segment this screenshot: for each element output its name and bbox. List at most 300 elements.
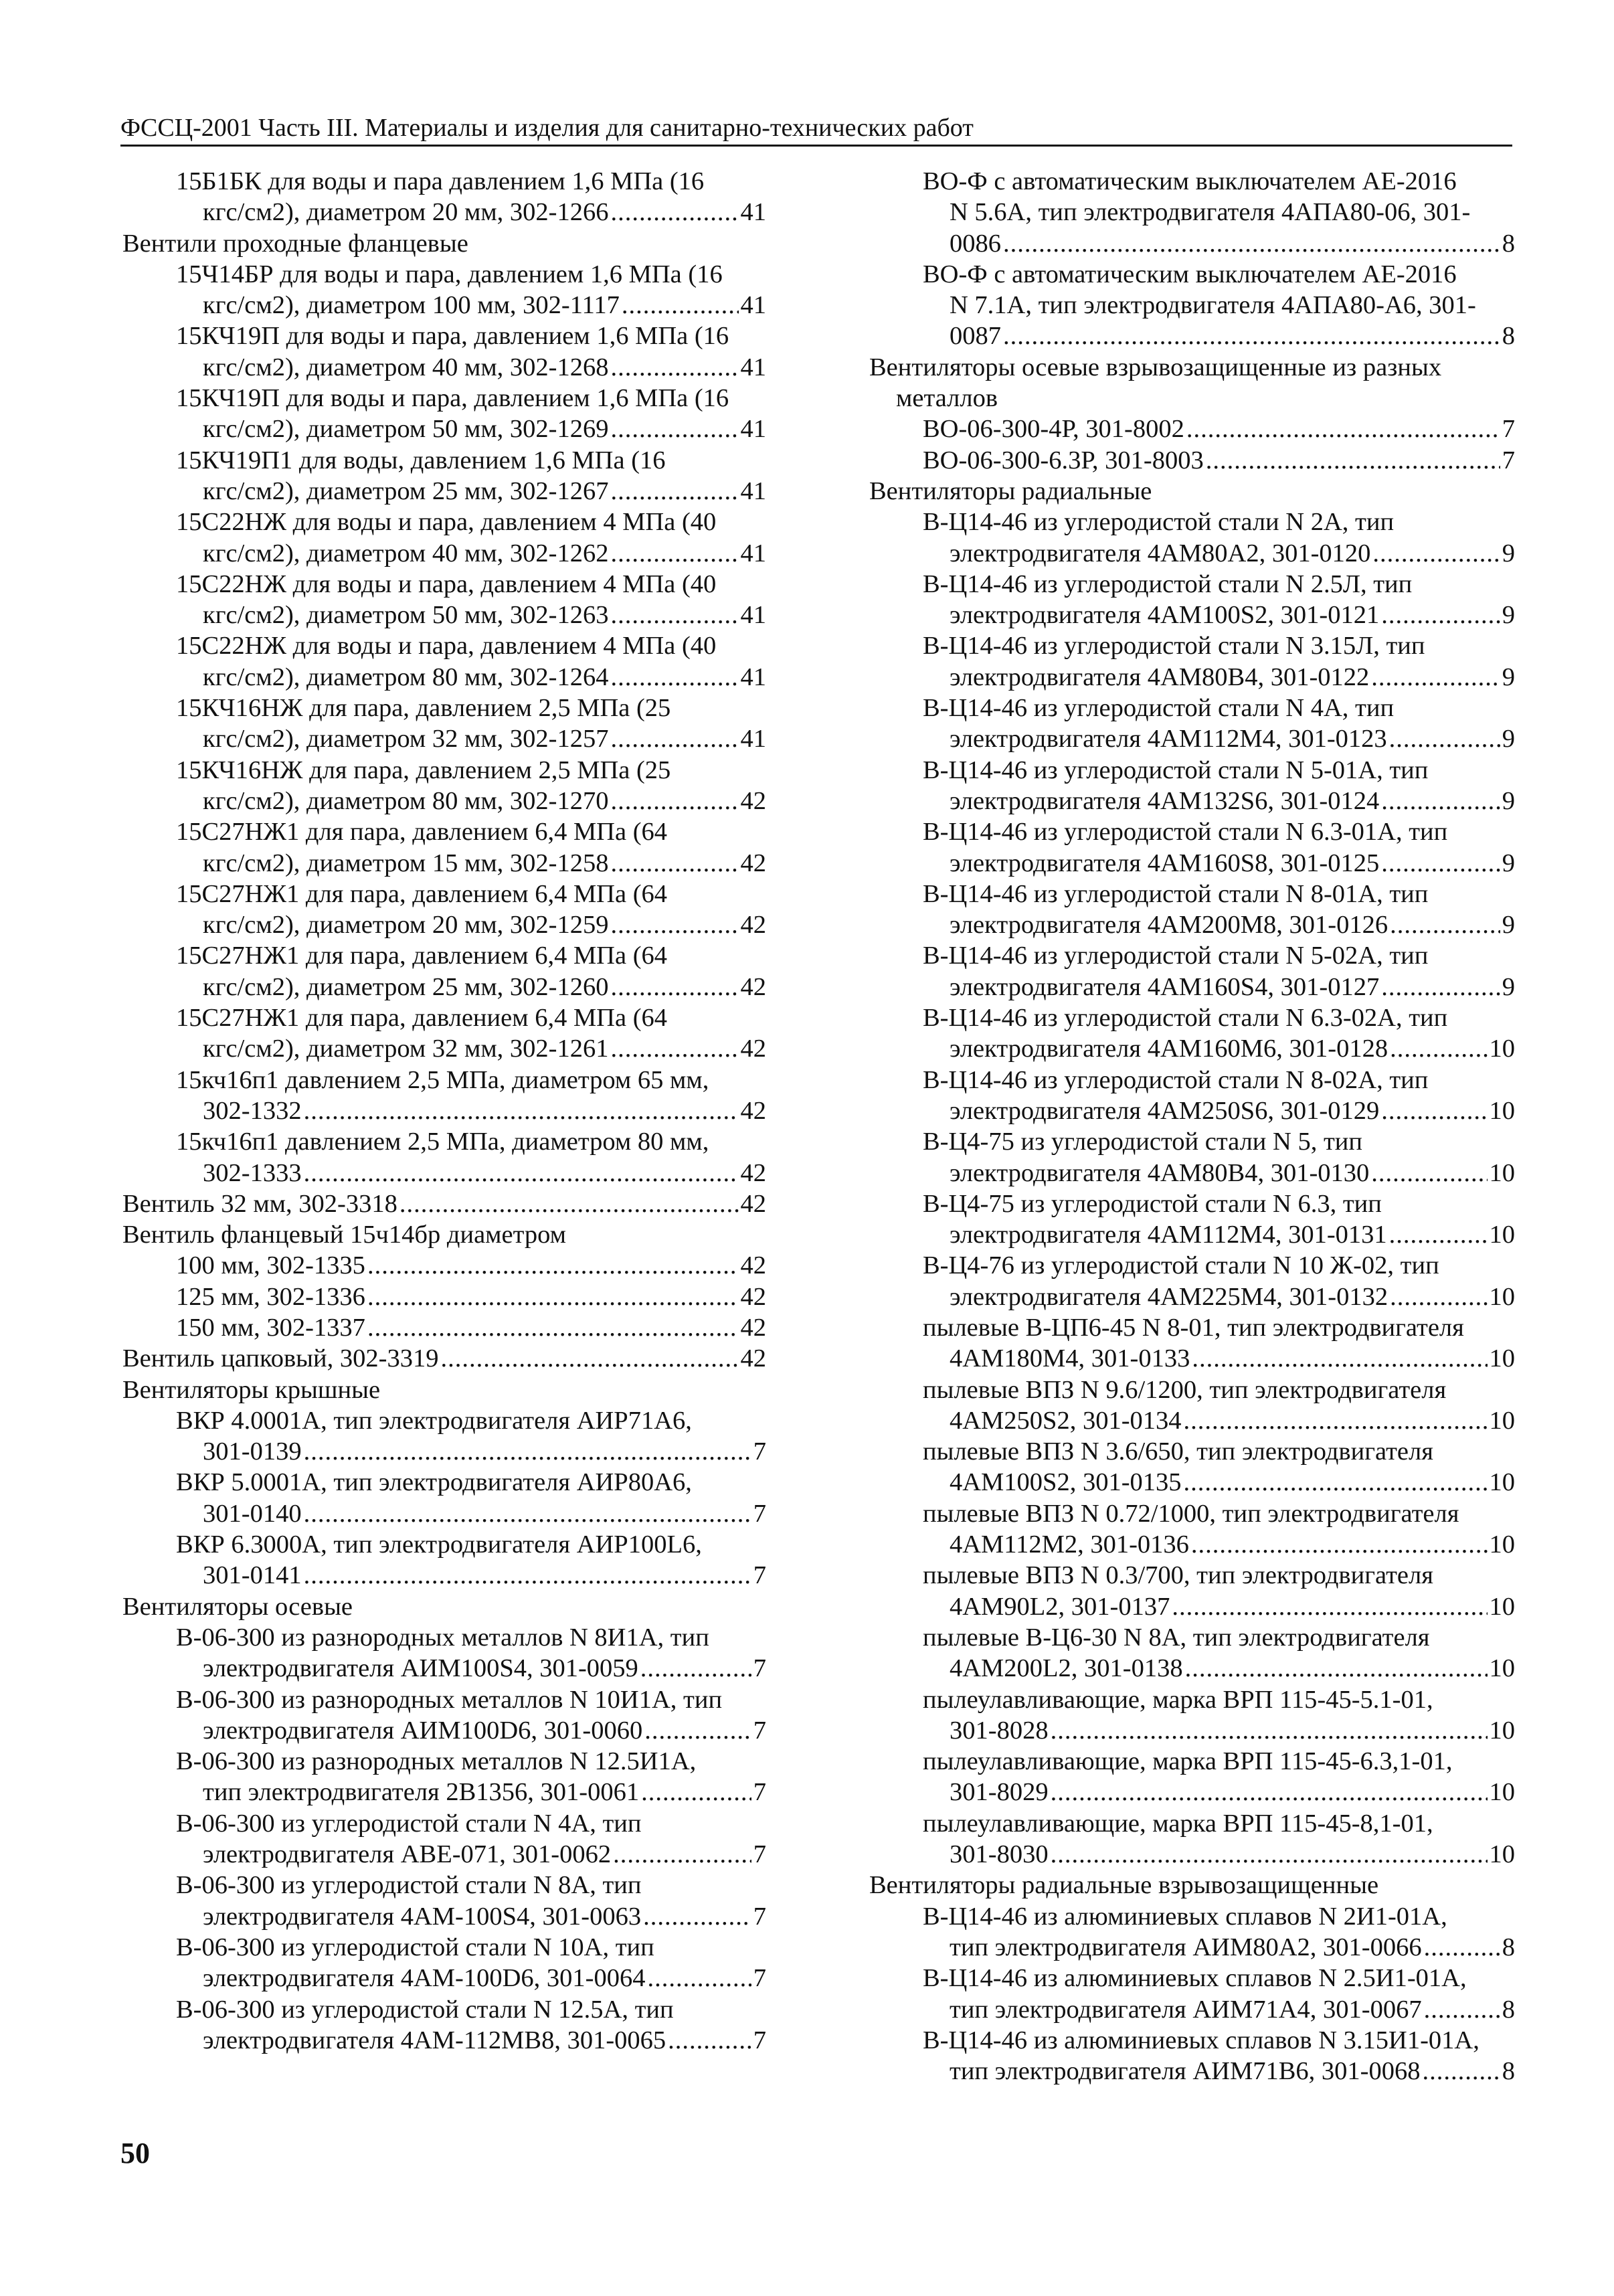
entry-page-ref: 41 bbox=[740, 415, 766, 444]
index-line: 15С27НЖ1 для пара, давлением 6,4 МПа (64 bbox=[176, 879, 668, 908]
index-line bbox=[869, 909, 1515, 940]
dot-leader bbox=[304, 1498, 751, 1529]
index-entry bbox=[869, 1312, 1515, 1375]
index-entry bbox=[869, 166, 1515, 259]
entry-page-ref: 9 bbox=[1502, 786, 1515, 815]
entry-text: электродвигателя 4АМ100S2, 301-0121 bbox=[950, 601, 1380, 630]
entry-text: 301-0139 bbox=[203, 1437, 302, 1466]
dot-leader bbox=[644, 1715, 751, 1746]
entry-page-ref: 10 bbox=[1489, 1221, 1515, 1249]
index-entry bbox=[122, 940, 766, 1002]
entry-page-ref: 7 bbox=[753, 1778, 766, 1807]
dot-leader bbox=[1424, 1994, 1500, 2025]
entry-text: ВО-06-300-4Р, 301-8002 bbox=[923, 415, 1184, 444]
entry-page-ref: 42 bbox=[740, 972, 766, 1001]
index-entry bbox=[122, 1467, 766, 1529]
entry-page-ref: 41 bbox=[740, 198, 766, 227]
index-entry bbox=[869, 1436, 1515, 1498]
index-entry bbox=[122, 1065, 766, 1127]
entry-text: кгс/см2), диаметром 80 мм, 302-1270 bbox=[203, 786, 609, 815]
index-line bbox=[122, 1188, 766, 1219]
index-line bbox=[122, 909, 766, 940]
dot-leader bbox=[611, 723, 739, 754]
dot-leader bbox=[1051, 1715, 1488, 1746]
entry-text: электродвигателя 4АМ112М4, 301-0123 bbox=[950, 725, 1387, 754]
entry-page-ref: 9 bbox=[1502, 911, 1515, 940]
entry-page-ref: 10 bbox=[1489, 1592, 1515, 1621]
entry-text: 301-8030 bbox=[950, 1840, 1049, 1869]
index-line: В-Ц14-46 из углеродистой стали N 5-01А, тип bbox=[923, 756, 1429, 784]
page-number: 50 bbox=[120, 2137, 150, 2170]
entry-page-ref: 42 bbox=[740, 1035, 766, 1063]
index-entry bbox=[869, 879, 1515, 941]
index-entry bbox=[869, 414, 1515, 444]
dot-leader bbox=[611, 476, 739, 507]
index-line bbox=[869, 1282, 1515, 1312]
index-entry bbox=[122, 1994, 766, 2056]
index-line: Вентили проходные фланцевые bbox=[122, 229, 468, 258]
index-entry bbox=[869, 1065, 1515, 1127]
dot-leader bbox=[668, 2025, 751, 2056]
entry-text: 4АМ100S2, 301-0135 bbox=[950, 1468, 1182, 1497]
entry-page-ref: 10 bbox=[1489, 1654, 1515, 1683]
entry-page-ref: 41 bbox=[740, 291, 766, 320]
entry-text: 301-0140 bbox=[203, 1499, 302, 1528]
index-line: Вентиляторы радиальные взрывозащищенные bbox=[869, 1871, 1379, 1900]
dot-leader bbox=[1381, 1095, 1487, 1126]
index-line: В-06-300 из разнородных металлов N 10И1А, тип bbox=[176, 1685, 723, 1714]
index-line: В-Ц14-46 из алюминиевых сплавов N 2.5И1-01А, bbox=[923, 1964, 1467, 1993]
entry-page-ref: 10 bbox=[1489, 1716, 1515, 1745]
entry-page-ref: 7 bbox=[753, 1654, 766, 1683]
index-entry bbox=[122, 166, 766, 228]
entry-text: электродвигателя 4АМ-112МВ8, 301-0065 bbox=[203, 2026, 666, 2054]
index-line bbox=[869, 1777, 1515, 1807]
index-line bbox=[869, 228, 1515, 259]
index-line: В-06-300 из углеродистой стали N 10А, тип bbox=[176, 1933, 654, 1961]
entry-text: тип электродвигателя 2В1356, 301-0061 bbox=[203, 1778, 640, 1807]
dot-leader bbox=[440, 1343, 738, 1374]
index-line: 15КЧ16НЖ для пара, давлением 2,5 МПа (25 bbox=[176, 694, 671, 723]
entry-page-ref: 41 bbox=[740, 601, 766, 630]
index-entry bbox=[869, 1684, 1515, 1747]
index-entry bbox=[869, 940, 1515, 1002]
dot-leader bbox=[399, 1188, 739, 1219]
index-entry bbox=[869, 1560, 1515, 1622]
index-line: В-Ц14-46 из углеродистой стали N 2.5Л, тип bbox=[923, 569, 1413, 598]
entry-page-ref: 42 bbox=[740, 1282, 766, 1311]
index-entry bbox=[122, 1126, 766, 1188]
entry-text: электродвигателя 4АМ225М4, 301-0132 bbox=[950, 1282, 1388, 1311]
entry-page-ref: 8 bbox=[1502, 322, 1515, 351]
index-line bbox=[122, 1777, 766, 1807]
entry-text: 4АМ250S2, 301-0134 bbox=[950, 1406, 1182, 1435]
entry-text: 150 мм, 302-1337 bbox=[176, 1313, 365, 1342]
index-line bbox=[122, 723, 766, 754]
index-line bbox=[122, 662, 766, 693]
entry-text: 4АМ90L2, 301-0137 bbox=[950, 1592, 1170, 1621]
index-line: В-Ц14-46 из углеродистой стали N 8-01А, тип bbox=[923, 879, 1429, 908]
dot-leader bbox=[1003, 321, 1500, 351]
index-line: пылеулавливающие, марка ВРП 115-45-5.1-01, bbox=[923, 1685, 1433, 1714]
dot-leader bbox=[1390, 1282, 1487, 1312]
dot-leader bbox=[304, 1095, 739, 1126]
index-line: 15С27НЖ1 для пара, давлением 6,4 МПа (64 bbox=[176, 1004, 668, 1033]
index-entry bbox=[869, 569, 1515, 631]
index-line: В-Ц14-46 из углеродистой стали N 6.3-02А, тип bbox=[923, 1004, 1448, 1033]
dot-leader bbox=[1051, 1839, 1488, 1870]
dot-leader bbox=[304, 1158, 739, 1188]
index-line bbox=[869, 2056, 1515, 2087]
index-entry bbox=[122, 1684, 766, 1747]
index-heading bbox=[122, 228, 766, 259]
index-entry bbox=[869, 1901, 1515, 1963]
entry-text: 4АМ180М4, 301-0133 bbox=[950, 1344, 1190, 1373]
index-line: 15кч16п1 давлением 2,5 МПа, диаметром 65 мм, bbox=[176, 1065, 709, 1094]
entry-text: электродвигателя АИМ100S4, 301-0059 bbox=[203, 1654, 638, 1683]
index-line: В-Ц14-46 из алюминиевых сплавов N 3.15И1-01А, bbox=[923, 2026, 1480, 2054]
index-line bbox=[869, 786, 1515, 816]
index-line: Вентиляторы осевые взрывозащищенные из разных bbox=[869, 353, 1442, 381]
index-line bbox=[122, 414, 766, 444]
index-heading bbox=[122, 1343, 766, 1374]
index-heading bbox=[869, 476, 1515, 507]
entry-page-ref: 7 bbox=[753, 1964, 766, 1993]
index-line bbox=[869, 1994, 1515, 2025]
index-line: В-Ц14-46 из алюминиевых сплавов N 2И1-01А, bbox=[923, 1902, 1447, 1931]
index-line bbox=[869, 414, 1515, 444]
index-entry bbox=[869, 693, 1515, 755]
index-line bbox=[122, 600, 766, 630]
dot-leader bbox=[1381, 972, 1500, 1002]
index-entry bbox=[122, 445, 766, 507]
entry-text: 302-1332 bbox=[203, 1096, 302, 1125]
index-line bbox=[869, 723, 1515, 754]
dot-leader bbox=[611, 972, 739, 1002]
dot-leader bbox=[304, 1560, 751, 1591]
dot-leader bbox=[611, 197, 739, 228]
entry-page-ref: 7 bbox=[753, 1561, 766, 1590]
index-line: 15С22НЖ для воды и пара, давлением 4 МПа (40 bbox=[176, 508, 717, 537]
entry-text: кгс/см2), диаметром 15 мм, 302-1258 bbox=[203, 849, 609, 877]
index-line: 15Ч14БР для воды и пара, давлением 1,6 МПа (16 bbox=[176, 260, 723, 288]
dot-leader bbox=[611, 786, 739, 816]
index-entry bbox=[869, 445, 1515, 476]
index-entry bbox=[122, 693, 766, 755]
dot-leader bbox=[367, 1250, 739, 1281]
index-line bbox=[122, 290, 766, 321]
dot-leader bbox=[1390, 1033, 1487, 1064]
index-line bbox=[869, 538, 1515, 569]
index-line bbox=[869, 972, 1515, 1002]
entry-page-ref: 9 bbox=[1502, 539, 1515, 567]
entry-text: кгс/см2), диаметром 50 мм, 302-1269 bbox=[203, 415, 609, 444]
index-line: 15КЧ16НЖ для пара, давлением 2,5 МПа (25 bbox=[176, 756, 671, 784]
index-entry bbox=[122, 1870, 766, 1932]
index-line bbox=[122, 1250, 766, 1281]
entry-page-ref: 7 bbox=[753, 1716, 766, 1745]
entry-page-ref: 8 bbox=[1502, 1995, 1515, 2024]
index-line: 15Б1БК для воды и пара давлением 1,6 МПа (16 bbox=[176, 167, 705, 195]
entry-page-ref: 42 bbox=[740, 911, 766, 940]
entry-page-ref: 41 bbox=[740, 353, 766, 381]
dot-leader bbox=[611, 848, 739, 879]
page-header: ФССЦ-2001 Часть III. Материалы и изделия для санитарно-технических работ bbox=[120, 112, 1512, 147]
dot-leader bbox=[611, 352, 739, 383]
index-line bbox=[869, 1095, 1515, 1126]
index-line: 15КЧ19П1 для воды, давлением 1,6 МПа (16 bbox=[176, 446, 666, 474]
entry-text: кгс/см2), диаметром 80 мм, 302-1264 bbox=[203, 663, 609, 691]
entry-text: кгс/см2), диаметром 40 мм, 302-1262 bbox=[203, 539, 609, 567]
dot-leader bbox=[1390, 909, 1500, 940]
index-line: ВКР 4.0001А, тип электродвигателя АИР71А6, bbox=[176, 1406, 692, 1435]
entry-page-ref: 10 bbox=[1489, 1840, 1515, 1869]
index-line: 15С27НЖ1 для пара, давлением 6,4 МПа (64 bbox=[176, 818, 668, 847]
entry-text: кгс/см2), диаметром 32 мм, 302-1261 bbox=[203, 1035, 609, 1063]
index-entry bbox=[869, 259, 1515, 352]
index-line bbox=[122, 786, 766, 816]
index-line: 15кч16п1 давлением 2,5 МПа, диаметром 80 мм, bbox=[176, 1128, 709, 1156]
index-line: 15КЧ19П для воды и пара, давлением 1,6 МПа (16 bbox=[176, 384, 729, 413]
index-entry bbox=[869, 1808, 1515, 1870]
index-line bbox=[122, 1560, 766, 1591]
entry-page-ref: 8 bbox=[1502, 1933, 1515, 1961]
entry-page-ref: 42 bbox=[740, 849, 766, 877]
dot-leader bbox=[640, 1653, 751, 1684]
dot-leader bbox=[611, 909, 739, 940]
index-entry bbox=[869, 1250, 1515, 1312]
index-line: ВКР 5.0001А, тип электродвигателя АИР80А6, bbox=[176, 1468, 692, 1497]
dot-leader bbox=[1389, 1219, 1488, 1250]
entry-text: электродвигателя 4АМ-100D6, 301-0064 bbox=[203, 1964, 646, 1993]
index-line bbox=[122, 972, 766, 1002]
index-entry bbox=[122, 569, 766, 631]
index-entry bbox=[122, 1405, 766, 1468]
entry-text: электродвигателя 4АМ200М8, 301-0126 bbox=[950, 911, 1388, 940]
index-line bbox=[122, 2025, 766, 2056]
index-entry bbox=[869, 1126, 1515, 1188]
index-line: 15С22НЖ для воды и пара, давлением 4 МПа (40 bbox=[176, 569, 717, 598]
entry-text: кгс/см2), диаметром 40 мм, 302-1268 bbox=[203, 353, 609, 381]
index-entry bbox=[869, 630, 1515, 693]
index-line bbox=[122, 538, 766, 569]
index-entry bbox=[122, 321, 766, 383]
dot-leader bbox=[1371, 1158, 1487, 1188]
index-line bbox=[869, 1839, 1515, 1870]
dot-leader bbox=[1381, 786, 1500, 816]
index-line: металлов bbox=[896, 384, 998, 413]
index-entry bbox=[122, 1622, 766, 1684]
index-line: Вентиляторы радиальные bbox=[869, 476, 1152, 505]
dot-leader bbox=[1186, 414, 1500, 444]
dot-leader bbox=[1206, 445, 1500, 476]
index-line bbox=[122, 1033, 766, 1064]
entry-page-ref: 10 bbox=[1489, 1530, 1515, 1559]
entry-page-ref: 7 bbox=[753, 1499, 766, 1528]
index-line bbox=[122, 1839, 766, 1870]
index-entry bbox=[122, 879, 766, 941]
entry-text: электродвигателя 4АМ80А2, 301-0120 bbox=[950, 539, 1371, 567]
index-line: пылевые ВПЗ N 9.6/1200, тип электродвигателя bbox=[923, 1375, 1447, 1404]
index-line bbox=[869, 1932, 1515, 1963]
index-line: пылеулавливающие, марка ВРП 115-45-8,1-01, bbox=[923, 1809, 1433, 1838]
index-line: N 7.1А, тип электродвигателя 4АПА80-А6, 301- bbox=[950, 291, 1476, 320]
index-line bbox=[869, 848, 1515, 879]
entry-text: Вентиль 32 мм, 302-3318 bbox=[122, 1189, 397, 1218]
index-line bbox=[122, 1498, 766, 1529]
entry-text: электродвигателя 4АМ-100S4, 301-0063 bbox=[203, 1902, 642, 1931]
entry-text: кгс/см2), диаметром 25 мм, 302-1267 bbox=[203, 476, 609, 505]
entry-page-ref: 9 bbox=[1502, 849, 1515, 877]
index-line bbox=[869, 1591, 1515, 1622]
index-line: В-Ц14-46 из углеродистой стали N 6.3-01А, тип bbox=[923, 818, 1448, 847]
index-entry bbox=[869, 1622, 1515, 1684]
index-line bbox=[869, 600, 1515, 630]
index-entry bbox=[122, 1808, 766, 1870]
entry-page-ref: 9 bbox=[1502, 663, 1515, 691]
index-line bbox=[869, 445, 1515, 476]
dot-leader bbox=[1003, 228, 1500, 259]
entry-text: ВО-06-300-6.3Р, 301-8003 bbox=[923, 446, 1204, 474]
entry-page-ref: 10 bbox=[1489, 1468, 1515, 1497]
index-column-right bbox=[869, 166, 1515, 2087]
dot-leader bbox=[1051, 1777, 1488, 1807]
entry-page-ref: 42 bbox=[740, 1158, 766, 1187]
index-entry bbox=[122, 1250, 766, 1281]
dot-leader bbox=[1381, 600, 1500, 630]
dot-leader bbox=[611, 414, 739, 444]
dot-leader bbox=[641, 1777, 751, 1807]
entry-text: 100 мм, 302-1335 bbox=[176, 1251, 365, 1280]
dot-leader bbox=[1191, 1529, 1488, 1560]
index-line: В-Ц14-46 из углеродистой стали N 3.15Л, тип bbox=[923, 632, 1425, 660]
index-line: пылеулавливающие, марка ВРП 115-45-6.3,1-01, bbox=[923, 1747, 1453, 1776]
dot-leader bbox=[1372, 538, 1500, 569]
dot-leader bbox=[1184, 1405, 1488, 1436]
index-line bbox=[869, 662, 1515, 693]
entry-text: 4АМ200L2, 301-0138 bbox=[950, 1654, 1183, 1683]
index-entry bbox=[122, 1312, 766, 1343]
index-line bbox=[122, 1715, 766, 1746]
index-entry bbox=[869, 2025, 1515, 2087]
dot-leader bbox=[611, 662, 739, 693]
dot-leader bbox=[1389, 723, 1500, 754]
index-line bbox=[869, 1653, 1515, 1684]
dot-leader bbox=[643, 1901, 751, 1932]
index-entry bbox=[869, 755, 1515, 817]
index-line: 15КЧ19П для воды и пара, давлением 1,6 МПа (16 bbox=[176, 322, 729, 351]
entry-page-ref: 42 bbox=[740, 1251, 766, 1280]
index-entry bbox=[122, 816, 766, 879]
index-entry bbox=[122, 1746, 766, 1808]
index-line: В-06-300 из углеродистой стали N 4А, тип bbox=[176, 1809, 642, 1838]
index-line bbox=[122, 1963, 766, 1994]
entry-text: электродвигателя 4АМ160М6, 301-0128 bbox=[950, 1035, 1388, 1063]
index-line: В-Ц4-75 из углеродистой стали N 6.3, тип bbox=[923, 1189, 1382, 1218]
index-line: В-06-300 из разнородных металлов N 8И1А, тип bbox=[176, 1623, 709, 1652]
index-entry bbox=[122, 1002, 766, 1065]
dot-leader bbox=[1381, 848, 1500, 879]
index-line: ВО-Ф с автоматическим выключателем АЕ-2016 bbox=[923, 167, 1457, 195]
entry-page-ref: 42 bbox=[740, 1096, 766, 1125]
index-entry bbox=[869, 1498, 1515, 1561]
entry-text: тип электродвигателя АИМ71А4, 301-0067 bbox=[950, 1995, 1422, 2024]
entry-page-ref: 41 bbox=[740, 663, 766, 691]
index-entry bbox=[122, 383, 766, 445]
entry-page-ref: 10 bbox=[1489, 1344, 1515, 1373]
entry-text: электродвигателя 4АМ112М4, 301-0131 bbox=[950, 1221, 1387, 1249]
entry-page-ref: 42 bbox=[740, 1313, 766, 1342]
entry-text: электродвигателя АВЕ-071, 301-0062 bbox=[203, 1840, 612, 1869]
entry-page-ref: 10 bbox=[1489, 1778, 1515, 1807]
index-line bbox=[869, 1405, 1515, 1436]
index-line bbox=[869, 1158, 1515, 1188]
index-line bbox=[869, 1033, 1515, 1064]
entry-page-ref: 9 bbox=[1502, 601, 1515, 630]
index-line bbox=[869, 321, 1515, 351]
index-entry bbox=[122, 507, 766, 569]
entry-text: кгс/см2), диаметром 32 мм, 302-1257 bbox=[203, 725, 609, 754]
index-line: 15С27НЖ1 для пара, давлением 6,4 МПа (64 bbox=[176, 942, 668, 970]
dot-leader bbox=[367, 1312, 739, 1343]
index-line: пылевые ВПЗ N 3.6/650, тип электродвигателя bbox=[923, 1437, 1433, 1466]
entry-text: 301-8029 bbox=[950, 1778, 1049, 1807]
index-line bbox=[869, 1715, 1515, 1746]
index-entry bbox=[122, 1932, 766, 1994]
index-line bbox=[122, 197, 766, 228]
entry-page-ref: 8 bbox=[1502, 2057, 1515, 2086]
index-line: пылевые В-ЦП6-45 N 8-01, тип электродвигателя bbox=[923, 1313, 1464, 1342]
dot-leader bbox=[304, 1436, 751, 1467]
index-column-left bbox=[122, 166, 766, 2056]
index-entry bbox=[122, 259, 766, 321]
entry-page-ref: 7 bbox=[1502, 446, 1515, 474]
index-line bbox=[122, 1653, 766, 1684]
dot-leader bbox=[367, 1282, 739, 1312]
index-entry bbox=[122, 630, 766, 693]
index-line: ВКР 6.3000А, тип электродвигателя АИР100L6, bbox=[176, 1530, 702, 1559]
dot-leader bbox=[611, 538, 739, 569]
index-line bbox=[122, 1095, 766, 1126]
index-line bbox=[122, 848, 766, 879]
index-line bbox=[122, 476, 766, 507]
index-entry bbox=[869, 1188, 1515, 1251]
dot-leader bbox=[622, 290, 739, 321]
entry-text: 4АМ112М2, 301-0136 bbox=[950, 1530, 1189, 1559]
entry-page-ref: 42 bbox=[740, 1344, 766, 1373]
entry-text: 301-8028 bbox=[950, 1716, 1049, 1745]
index-line: В-Ц4-75 из углеродистой стали N 5, тип bbox=[923, 1128, 1363, 1156]
index-heading bbox=[122, 1375, 766, 1405]
entry-text: 125 мм, 302-1336 bbox=[176, 1282, 365, 1311]
index-entry bbox=[869, 1375, 1515, 1437]
entry-text: 0086 bbox=[950, 229, 1001, 258]
index-entry bbox=[869, 507, 1515, 569]
entry-page-ref: 42 bbox=[740, 1189, 766, 1218]
entry-page-ref: 7 bbox=[753, 1902, 766, 1931]
entry-page-ref: 10 bbox=[1489, 1158, 1515, 1187]
entry-page-ref: 9 bbox=[1502, 725, 1515, 754]
index-line: В-06-300 из углеродистой стали N 12.5А, тип bbox=[176, 1995, 674, 2024]
index-line bbox=[122, 1343, 766, 1374]
index-heading bbox=[869, 1870, 1515, 1901]
dot-leader bbox=[1371, 662, 1500, 693]
index-entry bbox=[869, 1963, 1515, 2025]
entry-text: кгс/см2), диаметром 25 мм, 302-1260 bbox=[203, 972, 609, 1001]
entry-page-ref: 7 bbox=[753, 1840, 766, 1869]
index-line bbox=[122, 1901, 766, 1932]
index-line bbox=[869, 1343, 1515, 1374]
